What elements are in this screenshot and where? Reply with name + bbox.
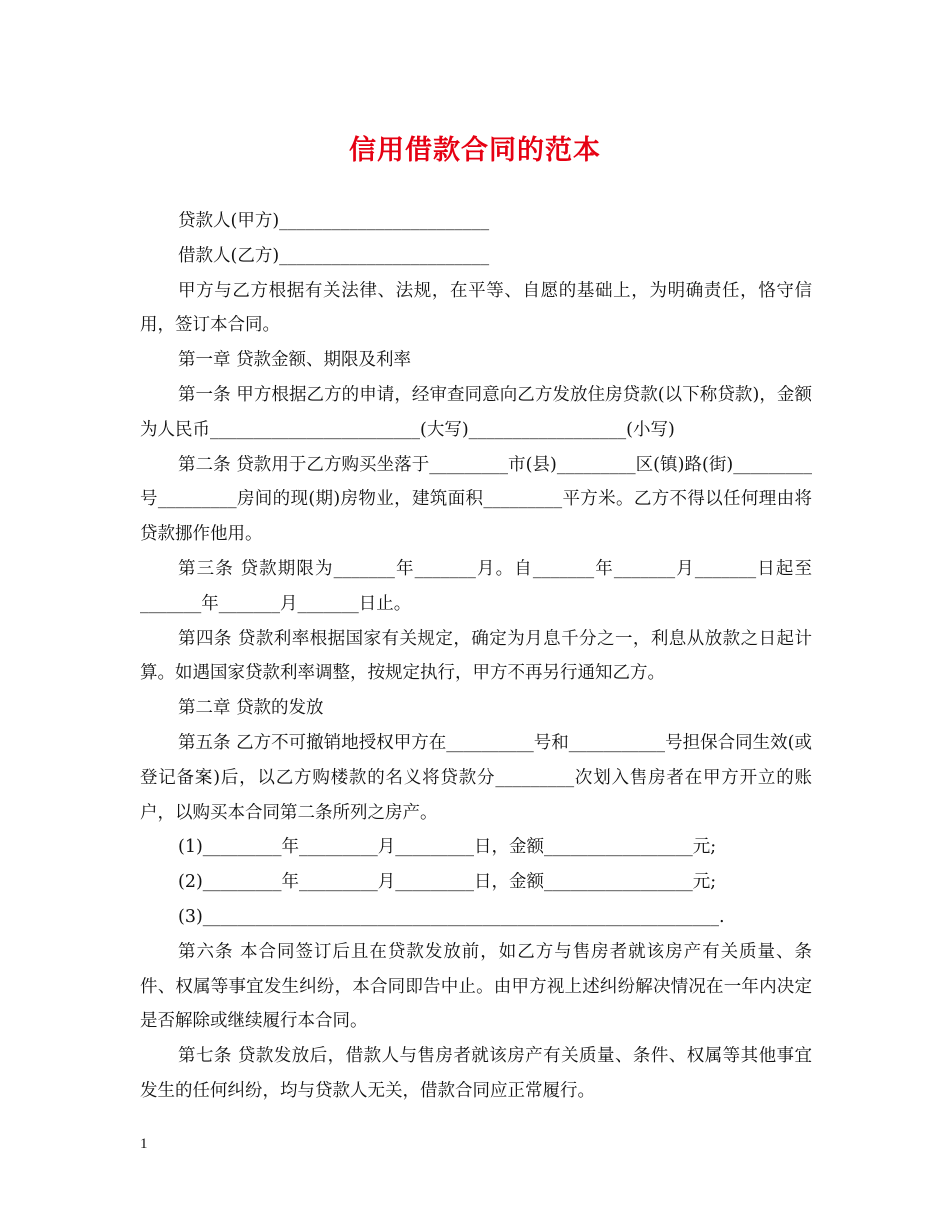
article-paragraph: 第五条 乙方不可撤销地授权甲方在__________号和___________号担保合同生效(或登记备案)后，以乙方购楼款的名义将贷款分_________次划入售房者在甲方开立的账户，以购买本合同第二条所列之房产。 <box>140 732 812 823</box>
document-title: 信用借款合同的范本 <box>349 135 601 166</box>
lender-line: 贷款人(甲方)________________________ <box>178 211 490 231</box>
chapter-heading: 第二章 贷款的发放 <box>178 698 324 719</box>
page-number: 1 <box>140 1136 148 1152</box>
article-paragraph: 第一条 甲方根据乙方的申请，经审查同意向乙方发放住房贷款(以下称贷款)，金额为人民币________________________(大写)__________________(小写) <box>140 384 812 440</box>
article-paragraph: 第四条 贷款利率根据国家有关规定，确定为月息千分之一，利息从放款之日起计算。如遇国家贷款利率调整，按规定执行，甲方不再另行通知乙方。 <box>140 628 812 684</box>
preamble-paragraph: 甲方与乙方根据有关法律、法规，在平等、自愿的基础上，为明确责任，恪守信用，签订本合同。 <box>140 280 812 336</box>
document-body <box>140 204 812 1109</box>
article-paragraph: 第二条 贷款用于乙方购买坐落于_________市(县)_________区(镇)路(街)_________号_________房间的现(期)房物业，建筑面积_________平方米。乙方不得以任何理由将贷款挪作他用。 <box>140 454 812 545</box>
article-paragraph: 第七条 贷款发放后，借款人与售房者就该房产有关质量、条件、权属等其他事宜发生的任何纠纷，均与贷款人无关，借款合同应正常履行。 <box>140 1046 812 1101</box>
article-paragraph: 第六条 本合同签订后且在贷款发放前，如乙方与售房者就该房产有关质量、条件、权属等事宜发生纠纷，本合同即告中止。由甲方视上述纠纷解决情况在一年内决定是否解除或继续履行本合同。 <box>140 941 812 1032</box>
borrower-line: 借款人(乙方)________________________ <box>178 245 490 266</box>
installment-line: (3)___________________________________________________________. <box>178 906 725 927</box>
chapter-heading: 第一章 贷款金额、期限及利率 <box>178 350 412 371</box>
installment-line: (2)_________年_________月_________日，金额_________________元; <box>178 872 717 893</box>
installment-line: (1)_________年_________月_________日，金额_________________元; <box>178 837 717 858</box>
article-paragraph: 第三条 贷款期限为_______年_______月。自_______年_______月_______日起至_______年_______月_______日止。 <box>140 558 812 614</box>
